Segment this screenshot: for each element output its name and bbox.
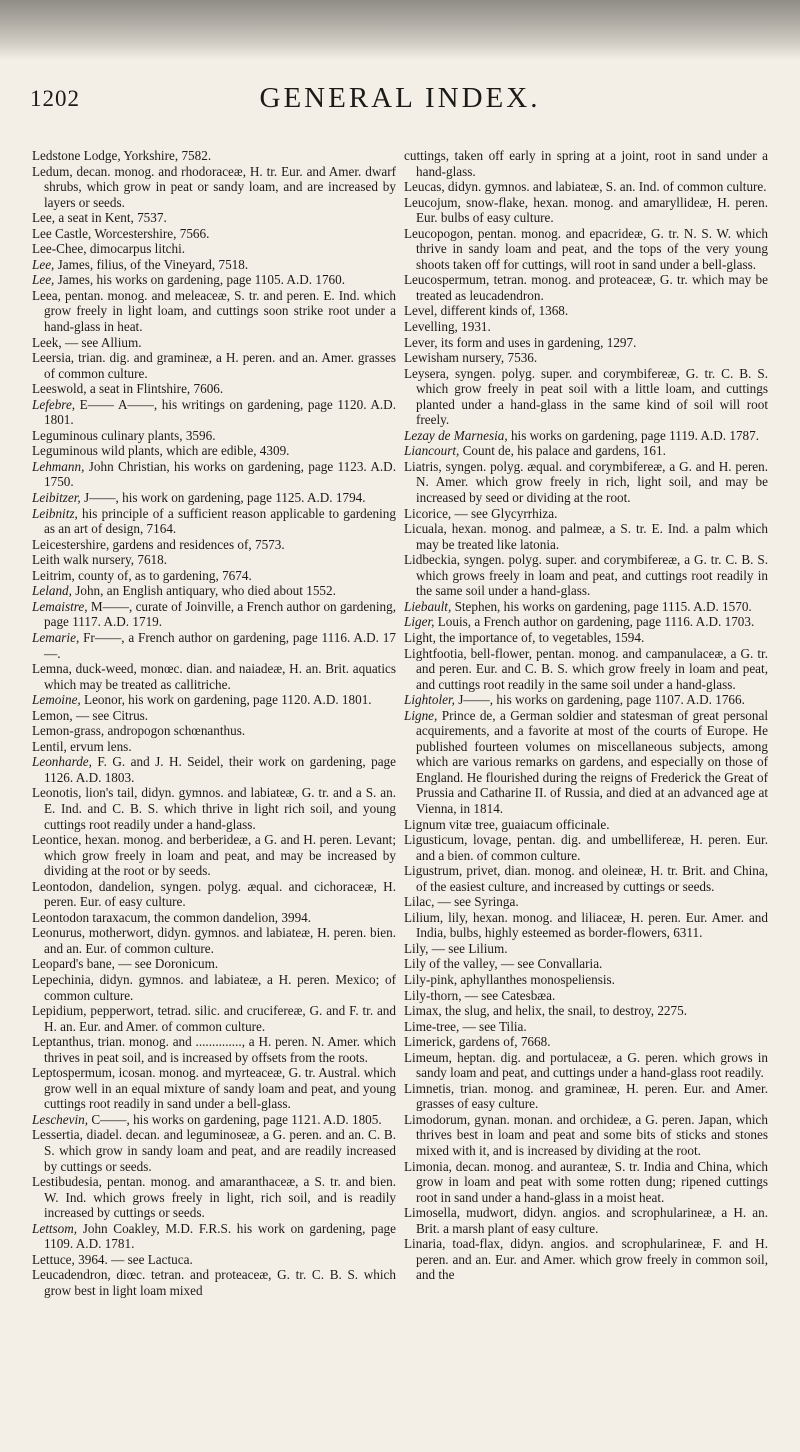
entry-text: Count de, his palace and gardens, 161. <box>459 443 666 459</box>
index-entry <box>32 956 396 972</box>
entry-text: Fr——, a French author on gardening, page 1116. A.D. 17—. <box>44 629 396 661</box>
index-entry <box>404 1019 768 1035</box>
index-entry <box>404 910 768 941</box>
index-entry <box>32 1003 396 1034</box>
entry-text: M——, curate of Joinville, a French author on gardening, page 1117. A.D. 1719. <box>44 598 396 630</box>
index-entry <box>32 210 396 226</box>
index-entry <box>32 708 396 724</box>
entry-italic-name: Lehmann, <box>32 458 85 474</box>
entry-text: Limax, the slug, and helix, the snail, to destroy, 2275. <box>404 1003 687 1019</box>
entry-text: Louis, a French author on gardening, page 1116. A.D. 1703. <box>434 614 755 630</box>
index-entry <box>404 1034 768 1050</box>
index-entry <box>404 863 768 894</box>
index-entry <box>32 583 396 599</box>
entry-text: Licuala, hexan. monog. and palmeæ, a S. tr. E. Ind. a palm which may be treated like latonia. <box>404 521 768 552</box>
entry-italic-name: Lemaistre, <box>32 598 88 614</box>
entry-text: Leguminous culinary plants, 3596. <box>32 427 216 443</box>
index-entry <box>32 226 396 242</box>
index-entry <box>32 288 396 335</box>
index-entry <box>32 164 396 211</box>
index-entry <box>32 972 396 1003</box>
index-entry <box>404 459 768 506</box>
index-entry <box>404 599 768 615</box>
index-entry <box>404 319 768 335</box>
entry-text: Lidbeckia, syngen. polyg. super. and corymbifereæ, a G. tr. C. B. S. which grows freely in loam and peat, and cuttings root readily in the same soil under a hand-glass. <box>404 552 768 599</box>
index-entry <box>404 1050 768 1081</box>
index-entry <box>32 599 396 630</box>
entry-text: Lily-thorn, — see Catesbæa. <box>404 987 556 1003</box>
entry-text: Lee, a seat in Kent, 7537. <box>32 210 167 226</box>
index-entry <box>32 879 396 910</box>
index-entry <box>32 1267 396 1298</box>
entry-text: Lewisham nursery, 7536. <box>404 350 538 366</box>
entry-italic-name: Lemoine, <box>32 692 81 708</box>
entry-text: James, his works on gardening, page 1105. A.D. 1760. <box>54 272 346 288</box>
index-entry <box>404 521 768 552</box>
index-entry <box>404 366 768 428</box>
entry-text: Stephen, his works on gardening, page 1115. A.D. 1570. <box>451 598 752 614</box>
index-entry <box>404 1236 768 1283</box>
entry-text: Lestibudesia, pentan. monog. and amaranthaceæ, a S. tr. and bien. W. Ind. which grows freely in light, rich soil, and is readily increased by cuttings or seeds. <box>32 1174 396 1221</box>
index-entry <box>32 910 396 926</box>
entry-text: Lemna, duck-weed, monœc. dian. and naiadeæ, H. an. Brit. aquatics which may be treated as callitriche. <box>32 661 396 692</box>
entry-text: Leucospermum, tetran. monog. and proteaceæ, G. tr. which may be treated as leucadendron. <box>404 272 768 303</box>
entry-text: Lessertia, diadel. decan. and leguminoseæ, a G. peren. and an. C. B. S. which grow in sandy loam and peat, and are readily increased by cuttings or seeds. <box>32 1127 396 1174</box>
index-entry <box>404 646 768 693</box>
index-entry <box>404 956 768 972</box>
entry-text: Lignum vitæ tree, guaiacum officinale. <box>404 816 610 832</box>
entry-italic-name: Lettsom, <box>32 1220 78 1236</box>
index-entry <box>404 350 768 366</box>
entry-text: Prince de, a German soldier and statesman of great personal acquirements, and a favorite at most of the courts of Europe. He published fourteen volumes on miscellaneous subjects, among which are various remarks on gardens, and especially on those of England. He flourished during the reigns of Frederick the Great of Prussia and Catharine II. of Russia, and died at an advanced age at Vienna, in 1814. <box>416 707 768 816</box>
entry-text: Lettuce, 3964. — see Lactuca. <box>32 1251 193 1267</box>
index-entry <box>404 614 768 630</box>
index-entry <box>404 179 768 195</box>
entry-text: Lepidium, pepperwort, tetrad. silic. and cruciferеæ, G. and F. tr. and H. an. Eur. and Amer. of common culture. <box>32 1003 396 1034</box>
entry-italic-name: Lee, <box>32 256 55 272</box>
index-entry <box>404 1159 768 1206</box>
entry-text: Leptanthus, trian. monog. and .............., a H. peren. N. Amer. which thrives in peat soil, and is increased by offsets from the roots. <box>32 1034 396 1065</box>
index-entry <box>32 381 396 397</box>
entry-italic-name: Leonharde, <box>32 754 92 770</box>
entry-text: Levelling, 1931. <box>404 319 491 335</box>
index-entry <box>32 428 396 444</box>
entry-text: C——, his works on gardening, page 1121. A.D. 1805. <box>88 1111 382 1127</box>
entry-text: Lime-tree, — see Tilia. <box>404 1018 527 1034</box>
entry-text: Leea, pentan. monog. and meleaceæ, S. tr. and peren. E. Ind. which grow freely in light loam, and cuttings soon strike root under a hand-glass in heat. <box>32 287 396 335</box>
entry-text: Leptospermum, icosan. monog. and myrteaceæ, G. tr. Austral. which grow well in an equal mixture of sandy loam and peat, and young cuttings root readily in sand under a bell-glass. <box>32 1065 396 1112</box>
entry-text: Leontodon taraxacum, the common dandelion, 3994. <box>32 909 312 925</box>
entry-text: Lightfootia, bell-flower, pentan. monog. and campanulaceæ, a G. tr. and peren. Eur. and C. B. S. which grow freely in loam and peat, and cuttings root readily in the same soil under a hand-glass. <box>404 645 768 692</box>
entry-text: Limodorum, gynan. monan. and orchideæ, a G. peren. Japan, which thrives best in loam and peat and some bits of sticks and stones mixed with it, and is increased by dividing at the root. <box>404 1111 768 1158</box>
entry-text: Leontice, hexan. monog. and berberideæ, a G. and H. peren. Levant; which grow freely in loam and peat, and may be increased by dividing at the root or by seeds. <box>32 832 396 879</box>
entry-text: Lemon, — see Citrus. <box>32 707 149 723</box>
entry-italic-name: Lefebre, <box>32 396 76 412</box>
index-entry <box>404 335 768 351</box>
index-entry <box>404 832 768 863</box>
entry-text: Leitrim, county of, as to gardening, 7674. <box>32 567 252 583</box>
index-entry <box>404 894 768 910</box>
entry-text: Ledum, decan. monog. and rhodoraceæ, H. tr. Eur. and Amer. dwarf shrubs, which grow in peat or sandy loam, and are increased by layers or seeds. <box>32 163 396 210</box>
index-entry <box>32 397 396 428</box>
entry-text: Lemon-grass, andropogon schœnanthus. <box>32 723 246 739</box>
index-entry <box>404 630 768 646</box>
index-entry <box>32 785 396 832</box>
index-entry <box>32 723 396 739</box>
entry-text: his works on gardening, page 1119. A.D. 1787. <box>507 427 760 443</box>
entry-italic-name: Liebault, <box>404 598 452 614</box>
index-entry <box>404 988 768 1004</box>
index-entry <box>32 537 396 553</box>
entry-italic-name: Liancourt, <box>404 443 460 459</box>
entry-text: Leicestershire, gardens and residences of, 7573. <box>32 536 285 552</box>
entry-text: John, an English antiquary, who died about 1552. <box>71 583 336 599</box>
entry-text: Leucojum, snow-flake, hexan. monog. and amaryllideæ, H. peren. Eur. bulbs of easy culture. <box>404 194 768 226</box>
entry-text: Leek, — see Allium. <box>32 334 142 350</box>
entry-text: Leguminous wild plants, which are edible, 4309. <box>32 443 290 459</box>
entry-text: Leonurus, motherwort, didyn. gymnos. and labiateæ, H. peren. bien. and an. Eur. of common culture. <box>32 925 396 956</box>
entry-text: Linaria, toad-flax, didyn. angios. and scrophularineæ, F. and H. peren. and an. Eur. and Amer. which grow freely in common soil, and the <box>404 1236 768 1283</box>
index-entry <box>32 1174 396 1221</box>
index-entry <box>404 941 768 957</box>
entry-text: E—— A——, his writings on gardening, page 1120. A.D. 1801. <box>44 396 396 428</box>
entry-text: Leonotis, lion's tail, didyn. gymnos. and labiateæ, G. tr. and a S. an. E. Ind. and C. B. S. which thrive in light rich soil, and young cuttings root readily under a hand-glass. <box>32 785 396 832</box>
entry-text: Lepechinia, didyn. gymnos. and labiateæ, a H. peren. Mexico; of common culture. <box>32 971 396 1003</box>
index-entry <box>32 1252 396 1268</box>
index-entry <box>32 335 396 351</box>
page-edge-shadow <box>0 0 800 60</box>
entry-text: Limosella, mudwort, didyn. angios. and scrophularineæ, a H. an. Brit. a marsh plant of easy culture. <box>404 1205 768 1236</box>
page-header <box>0 82 800 126</box>
index-entry <box>404 428 768 444</box>
index-entry <box>32 1127 396 1174</box>
index-entry <box>404 1081 768 1112</box>
entry-text: Leith walk nursery, 7618. <box>32 552 168 568</box>
entry-text: Limerick, gardens of, 7668. <box>404 1034 551 1050</box>
entry-text: Limeum, heptan. dig. and portulaceæ, a G. peren. which grows in sandy loam and peat, and cuttings under a hand-glass root readily. <box>404 1049 768 1081</box>
entry-italic-name: Leland, <box>32 583 72 599</box>
running-title: GENERAL INDEX. <box>259 82 541 114</box>
index-entry <box>404 148 768 179</box>
index-entry <box>404 443 768 459</box>
entry-text: his principle of a sufficient reason applicable to gardening as an art of design, 7164. <box>44 505 396 537</box>
index-entry <box>32 630 396 661</box>
entry-italic-name: Lezay de Marnesia, <box>404 427 508 443</box>
index-entry <box>32 739 396 755</box>
entry-italic-name: Lightoler, <box>404 692 455 708</box>
entry-text: J——, his work on gardening, page 1125. A.D. 1794. <box>80 490 366 506</box>
entry-text: Lily-pink, aphyllanthes monospeliensis. <box>404 971 615 987</box>
index-entry <box>404 303 768 319</box>
entry-text: John Coakley, M.D. F.R.S. his work on gardening, page 1109. A.D. 1781. <box>44 1220 396 1252</box>
entry-italic-name: Leschevin, <box>32 1111 89 1127</box>
entry-text: Leucopogon, pentan. monog. and epacrideæ, G. tr. N. S. W. which thrive in sandy loam and peat, and the tops of the very young shoots taken off for cuttings, will root in sand under a bell-glass. <box>404 225 768 272</box>
entry-text: Leucadendron, diœc. tetran. and proteaceæ, G. tr. C. B. S. which grow best in light loam mixed <box>32 1267 396 1298</box>
index-entry <box>32 350 396 381</box>
entry-text: Licorice, — see Glycyrrhiza. <box>404 505 558 521</box>
index-entry <box>32 832 396 879</box>
index-entry <box>32 552 396 568</box>
index-entry <box>404 1205 768 1236</box>
index-entry <box>32 272 396 288</box>
entry-text: Limonia, decan. monog. and auranteæ, S. tr. India and China, which grow in loam and peat with some rotten dung; ripened cuttings root in sand under a hand-glass in a moist heat. <box>404 1158 768 1205</box>
entry-italic-name: Lemarie, <box>32 629 80 645</box>
entry-text: Lily of the valley, — see Convallaria. <box>404 956 603 972</box>
entry-text: Lily, — see Lilium. <box>404 940 508 956</box>
index-entry <box>32 148 396 164</box>
entry-text: Lentil, ervum lens. <box>32 738 132 754</box>
entry-text: Lilac, — see Syringa. <box>404 894 519 910</box>
entry-italic-name: Liger, <box>404 614 435 630</box>
index-entry <box>404 552 768 599</box>
entry-text: Limnetis, trian. monog. and gramineæ, H. peren. Eur. and Amer. grasses of easy culture. <box>404 1080 768 1112</box>
entry-text: Ligusticum, lovage, pentan. dig. and umbelliferеæ, H. peren. Eur. and a bien. of common culture. <box>404 832 768 863</box>
index-entry <box>404 272 768 303</box>
entry-text: Lee Castle, Worcestershire, 7566. <box>32 225 210 241</box>
page-number: 1202 <box>30 86 80 111</box>
index-entry <box>404 226 768 273</box>
entry-text: Lever, its form and uses in gardening, 1297. <box>404 334 637 350</box>
entry-text: Ligustrum, privet, dian. monog. and oleineæ, H. tr. Brit. and China, of the easiest culture, and increased by cuttings or seeds. <box>404 863 768 894</box>
entry-text: J——, his works on gardening, page 1107. A.D. 1766. <box>454 692 745 708</box>
entry-text: F. G. and J. H. Seidel, their work on gardening, page 1126. A.D. 1803. <box>44 754 396 785</box>
entry-text: Liatris, syngen. polyg. æqual. and corymbifereæ, a G. and H. peren. N. Amer. which grow freely in rich, light soil, and may be increased by seed or dividing at the root. <box>404 458 768 506</box>
index-entry <box>32 754 396 785</box>
index-entry <box>32 443 396 459</box>
index-entry <box>32 506 396 537</box>
entry-text: Leersia, trian. dig. and gramineæ, a H. peren. and an. Amer. grasses of common culture. <box>32 350 396 381</box>
index-entry <box>404 1112 768 1159</box>
index-entry <box>404 1003 768 1019</box>
index-column-left <box>32 148 396 1298</box>
index-entry <box>404 817 768 833</box>
index-entry <box>32 661 396 692</box>
entry-italic-name: Ligne, <box>404 707 438 723</box>
index-entry <box>32 490 396 506</box>
index-entry <box>32 1221 396 1252</box>
index-entry <box>404 506 768 522</box>
index-entry <box>404 972 768 988</box>
index-entry <box>32 241 396 257</box>
entry-italic-name: Lee, <box>32 272 55 288</box>
entry-italic-name: Leibnitz, <box>32 505 78 521</box>
index-entry <box>32 257 396 273</box>
entry-text: Leopard's bane, — see Doronicum. <box>32 956 219 972</box>
index-entry <box>32 1065 396 1112</box>
index-entry <box>404 708 768 817</box>
entry-text: Light, the importance of, to vegetables, 1594. <box>404 629 645 645</box>
index-entry <box>32 459 396 490</box>
entry-text: Lee-Chee, dimocarpus litchi. <box>32 241 186 257</box>
entry-text: James, filius, of the Vineyard, 7518. <box>54 256 249 272</box>
index-entry <box>32 1112 396 1128</box>
entry-text: cuttings, taken off early in spring at a joint, root in sand under a hand-glass. <box>404 148 768 179</box>
entry-text: Lilium, lily, hexan. monog. and liliaceæ, H. peren. Eur. Amer. and India, bulbs, highly esteemed as border-flowers, 6311. <box>404 909 768 941</box>
index-entry <box>404 692 768 708</box>
entry-text: Leysera, syngen. polyg. super. and corymbifereæ, G. tr. C. B. S. which grow freely in peat soil with a little loam, and cuttings planted under a hand-glass in the same kind of soil will root freely. <box>404 365 768 428</box>
entry-text: Leeswold, a seat in Flintshire, 7606. <box>32 381 224 397</box>
index-entry <box>32 692 396 708</box>
index-entry <box>32 568 396 584</box>
index-entry <box>404 195 768 226</box>
index-entry <box>32 1034 396 1065</box>
index-column-right <box>404 148 768 1283</box>
entry-text: Ledstone Lodge, Yorkshire, 7582. <box>32 148 212 163</box>
entry-text: Leontodon, dandelion, syngen. polyg. æqual. and cichoraceæ, H. peren. Eur. of easy culture. <box>32 878 396 910</box>
entry-text: Leucas, didyn. gymnos. and labiateæ, S. an. Ind. of common culture. <box>404 179 767 195</box>
entry-text: Leonor, his work on gardening, page 1120. A.D. 1801. <box>80 692 372 708</box>
entry-text: John Christian, his works on gardening, page 1123. A.D. 1750. <box>44 458 396 490</box>
entry-italic-name: Leibitzer, <box>32 490 81 506</box>
entry-text: Level, different kinds of, 1368. <box>404 303 569 319</box>
index-entry <box>32 925 396 956</box>
